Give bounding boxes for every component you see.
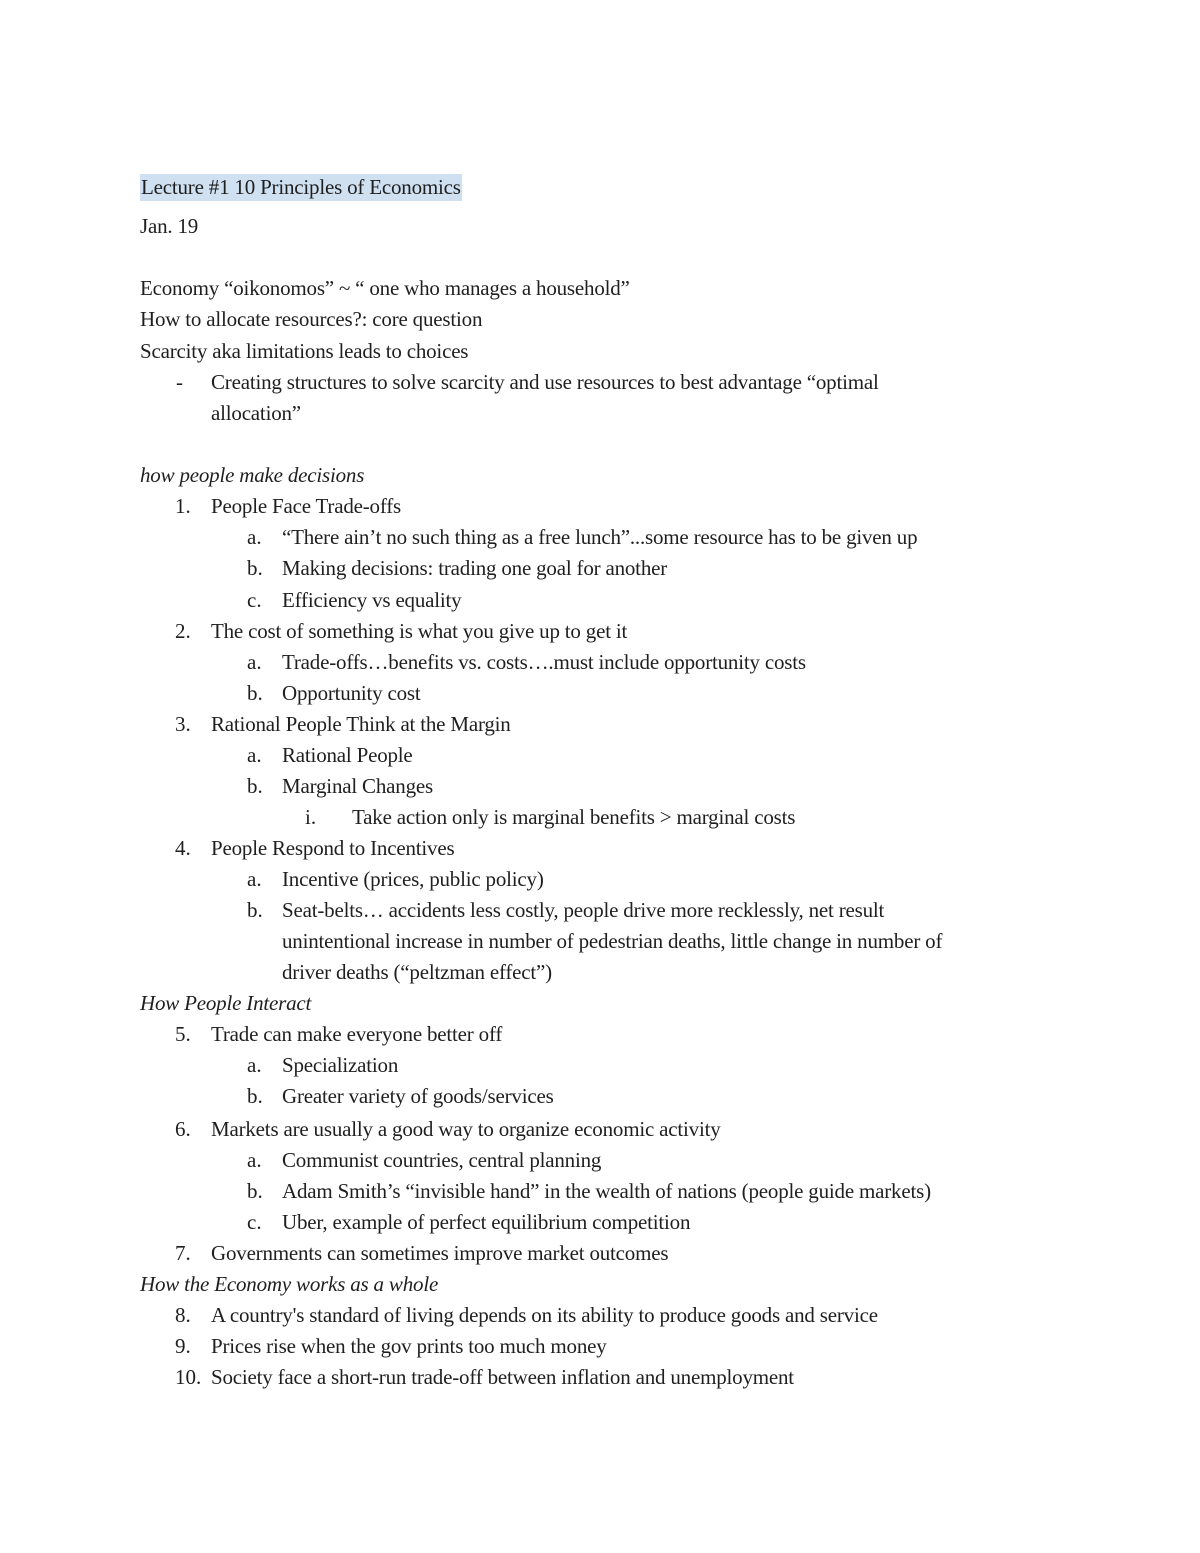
principle-item: Governments can sometimes improve market outcomes (211, 1241, 669, 1265)
sub-item: Adam Smith’s “invisible hand” in the wealth of nations (people guide markets) (282, 1179, 931, 1203)
sub-marker: a. (247, 525, 262, 549)
list-number: 4. (175, 836, 191, 860)
list-number: 2. (175, 619, 191, 643)
principle-item: Prices rise when the gov prints too much money (211, 1334, 607, 1358)
sub-item: Efficiency vs equality (282, 588, 462, 612)
sub-item: Rational People (282, 743, 413, 767)
sub-marker: b. (247, 681, 263, 705)
sub-marker: b. (247, 1084, 263, 1108)
list-number: 9. (175, 1334, 191, 1358)
principle-item: A country's standard of living depends on its ability to produce goods and service (211, 1303, 878, 1327)
sub-item: Trade-offs…benefits vs. costs….must include opportunity costs (282, 650, 806, 674)
bullet-text-continued: allocation” (211, 401, 301, 425)
principle-item: Rational People Think at the Margin (211, 712, 511, 736)
sub-item: Communist countries, central planning (282, 1148, 602, 1172)
sub-marker: c. (247, 588, 262, 612)
sub-item: Greater variety of goods/services (282, 1084, 554, 1108)
section-heading-interact: How People Interact (140, 991, 312, 1015)
principle-item: Trade can make everyone better off (211, 1022, 503, 1046)
sub-item: Incentive (prices, public policy) (282, 867, 544, 891)
intro-line: How to allocate resources?: core question (140, 307, 483, 331)
list-number: 5. (175, 1022, 191, 1046)
principle-item: The cost of something is what you give up to get it (211, 619, 628, 643)
section-heading-whole: How the Economy works as a whole (140, 1272, 439, 1296)
sub-item: Making decisions: trading one goal for another (282, 556, 668, 580)
sub-item-continued: driver deaths (“peltzman effect”) (282, 960, 552, 984)
sub-marker: b. (247, 556, 263, 580)
list-number: 8. (175, 1303, 191, 1327)
sub-marker: a. (247, 1053, 262, 1077)
section-heading-decisions: how people make decisions (140, 463, 365, 487)
title-highlight: Lecture #1 10 Principles of Economics (141, 175, 461, 199)
intro-line: Scarcity aka limitations leads to choices (140, 339, 469, 363)
sub-item: “There ain’t no such thing as a free lunch”...some resource has to be given up (282, 525, 918, 549)
page-title (140, 172, 462, 203)
list-number: 3. (175, 712, 191, 736)
sub-marker: b. (247, 774, 263, 798)
sub-marker: a. (247, 650, 262, 674)
sub-marker: a. (247, 867, 262, 891)
principle-item: People Respond to Incentives (211, 836, 455, 860)
sub-item: Uber, example of perfect equilibrium competition (282, 1210, 691, 1234)
sub-marker: a. (247, 743, 262, 767)
sub-marker: c. (247, 1210, 262, 1234)
bullet-text: Creating structures to solve scarcity and use resources to best advantage “optimal (211, 370, 879, 394)
list-number: 10. (175, 1365, 202, 1389)
principle-item: People Face Trade-offs (211, 494, 402, 518)
bullet-marker: - (176, 370, 183, 394)
list-number: 6. (175, 1117, 191, 1141)
sub-marker: b. (247, 1179, 263, 1203)
sub-item: Marginal Changes (282, 774, 433, 798)
sub-item: Seat-belts… accidents less costly, people drive more recklessly, net result (282, 898, 885, 922)
subsub-marker: i. (305, 805, 317, 829)
principle-item: Society face a short-run trade-off between inflation and unemployment (211, 1365, 794, 1389)
sub-marker: b. (247, 898, 263, 922)
sub-item: Opportunity cost (282, 681, 421, 705)
subsub-item: Take action only is marginal benefits > marginal costs (352, 805, 796, 829)
list-number: 1. (175, 494, 191, 518)
intro-line: Economy “oikonomos” ~ “ one who manages a household” (140, 276, 630, 300)
sub-item: Specialization (282, 1053, 399, 1077)
list-number: 7. (175, 1241, 191, 1265)
sub-marker: a. (247, 1148, 262, 1172)
sub-item-continued: unintentional increase in number of pedestrian deaths, little change in number of (282, 929, 943, 953)
principle-item: Markets are usually a good way to organize economic activity (211, 1117, 721, 1141)
date-line: Jan. 19 (140, 214, 199, 238)
